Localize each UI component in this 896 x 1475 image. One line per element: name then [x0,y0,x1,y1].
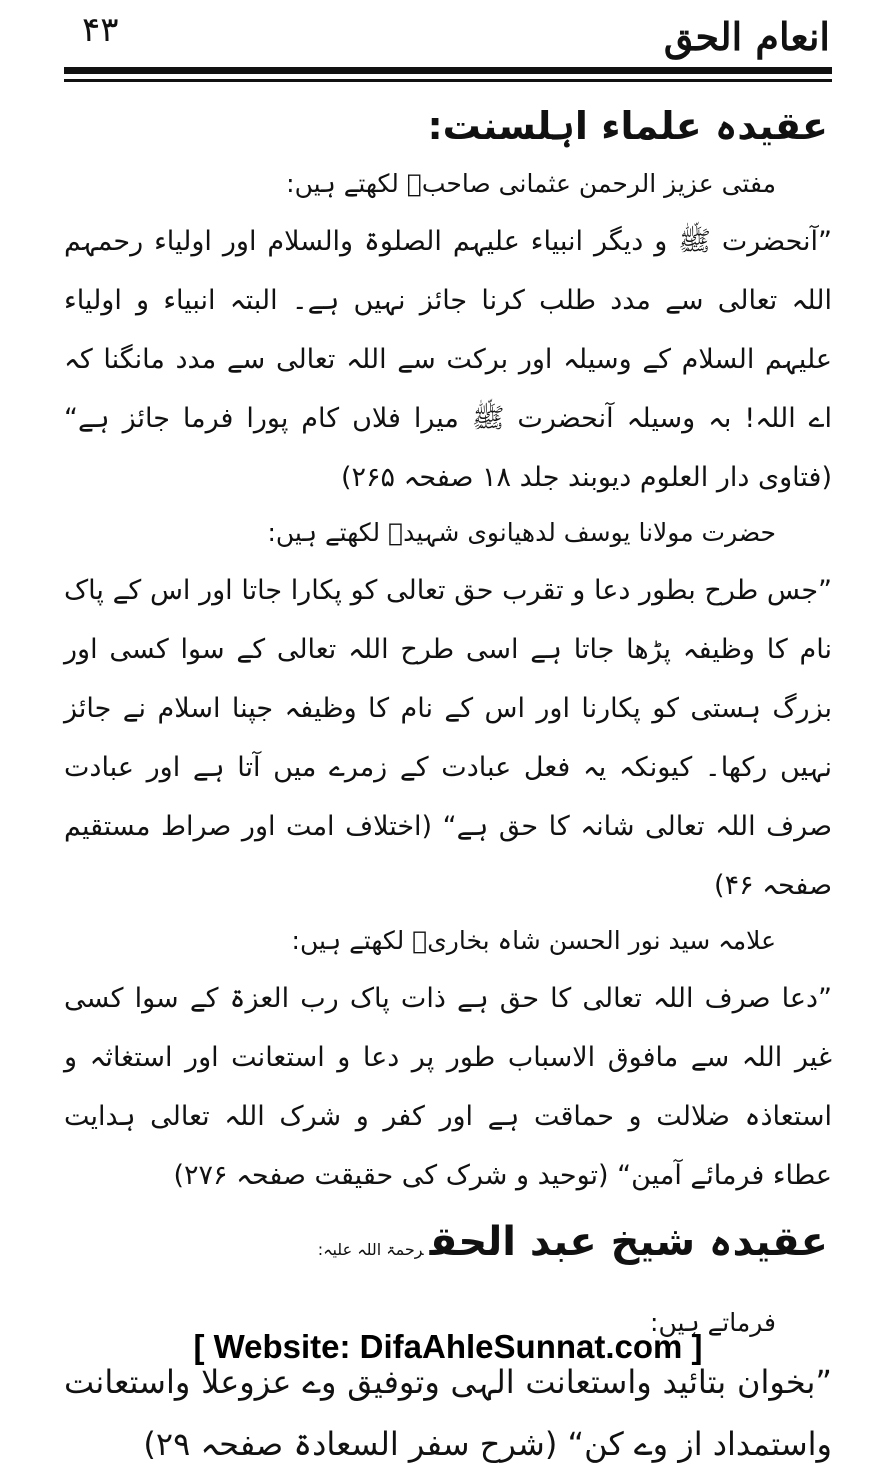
header-rule-thick [64,67,832,74]
page-content [64,100,832,1475]
book-title: انعام الحق [663,14,830,59]
section-heading-shaikh-abdul-haq [64,1213,832,1279]
page-number: ۴۳ [82,10,119,50]
quote-tauheed-o-shirk: ”دعا صرف اللہ تعالی کا حق ہے ذات پاک رب العزۃ کے سوا کسی غیر اللہ سے مافوق الاسباب طور پر دعا و استعانت اور استغاثہ و استعاذہ ضلالت و حماقت ہے اور کفر و شرک اللہ تعالی ہدایت عطاء فرمائے آمین“ (توحید و شرک کی حقیقت صفحہ ۲۷۶) [64,983,832,1191]
attribution-mufti-aziz-ur-rahman: مفتی عزیز الرحمن عثمانی صاحبؒ لکھتے ہیں: [286,169,776,198]
attribution-yusuf-ludhianvi: حضرت مولانا یوسف لدھیانوی شہیدؒ لکھتے ہیں: [267,518,776,547]
attribution-noor-ul-hasan-bukhari: علامہ سید نور الحسن شاہ بخاریؒ لکھتے ہیں: [291,926,776,955]
website-footer: [ Website: DifaAhleSunnat.com ] [193,1328,703,1365]
quote-fatawa-darul-uloom: ”آنحضرت ﷺ و دیگر انبیاء علیہم الصلوۃ والسلام اور اولیاء رحمہم اللہ تعالی سے مدد طلب کرنا جائز نہیں ہے۔ البتہ انبیاء و اولیاء علیہم السلام کے وسیلہ اور برکت سے اللہ تعالی سے مدد مانگنا کہ اے اللہ! بہ وسیلہ آنحضرت ﷺ میرا فلاں کام پورا فرما جائز ہے“ (فتاوی دار العلوم دیوبند جلد ۱۸ صفحہ ۲۶۵) [64,226,832,493]
header-rule-thin [64,79,832,82]
section-heading-ulama: عقیدہ علماء اہلسنت: [427,104,828,148]
heading-shaikh-text: عقیدہ شیخ عبد الحق [429,1219,828,1265]
quote-sharh-safar-us-saadah: ”بخوان بتائید واستعانت الہی وتوفیق وے عزوعلا واستعانت واستمداد از وے کن“ (شرح سفر السعادۃ صفحہ ۲۹) [64,1363,832,1463]
quote-ikhtilaf-e-ummat: ”جس طرح بطور دعا و تقرب حق تعالی کو پکارا جاتا اور اس کے پاک نام کا وظیفہ پڑھا جاتا ہے اسی طرح اللہ تعالی کے سوا کسی اور بزرگ ہستی کو پکارنا اور اس کے نام کا وظیفہ جپنا اسلام نے جائز نہیں رکھا۔ کیونکہ یہ فعل عبادت کے زمرے میں آتا ہے اور عبادت صرف اللہ تعالی شانہ کا حق ہے“ (اختلاف امت اور صراط مستقیم صفحہ ۴۶) [64,575,832,901]
attribution-farmate-hain: فرماتے ہیں: [650,1308,776,1337]
honorific-text: رحمۃ اللہ علیہ: [317,1240,424,1259]
